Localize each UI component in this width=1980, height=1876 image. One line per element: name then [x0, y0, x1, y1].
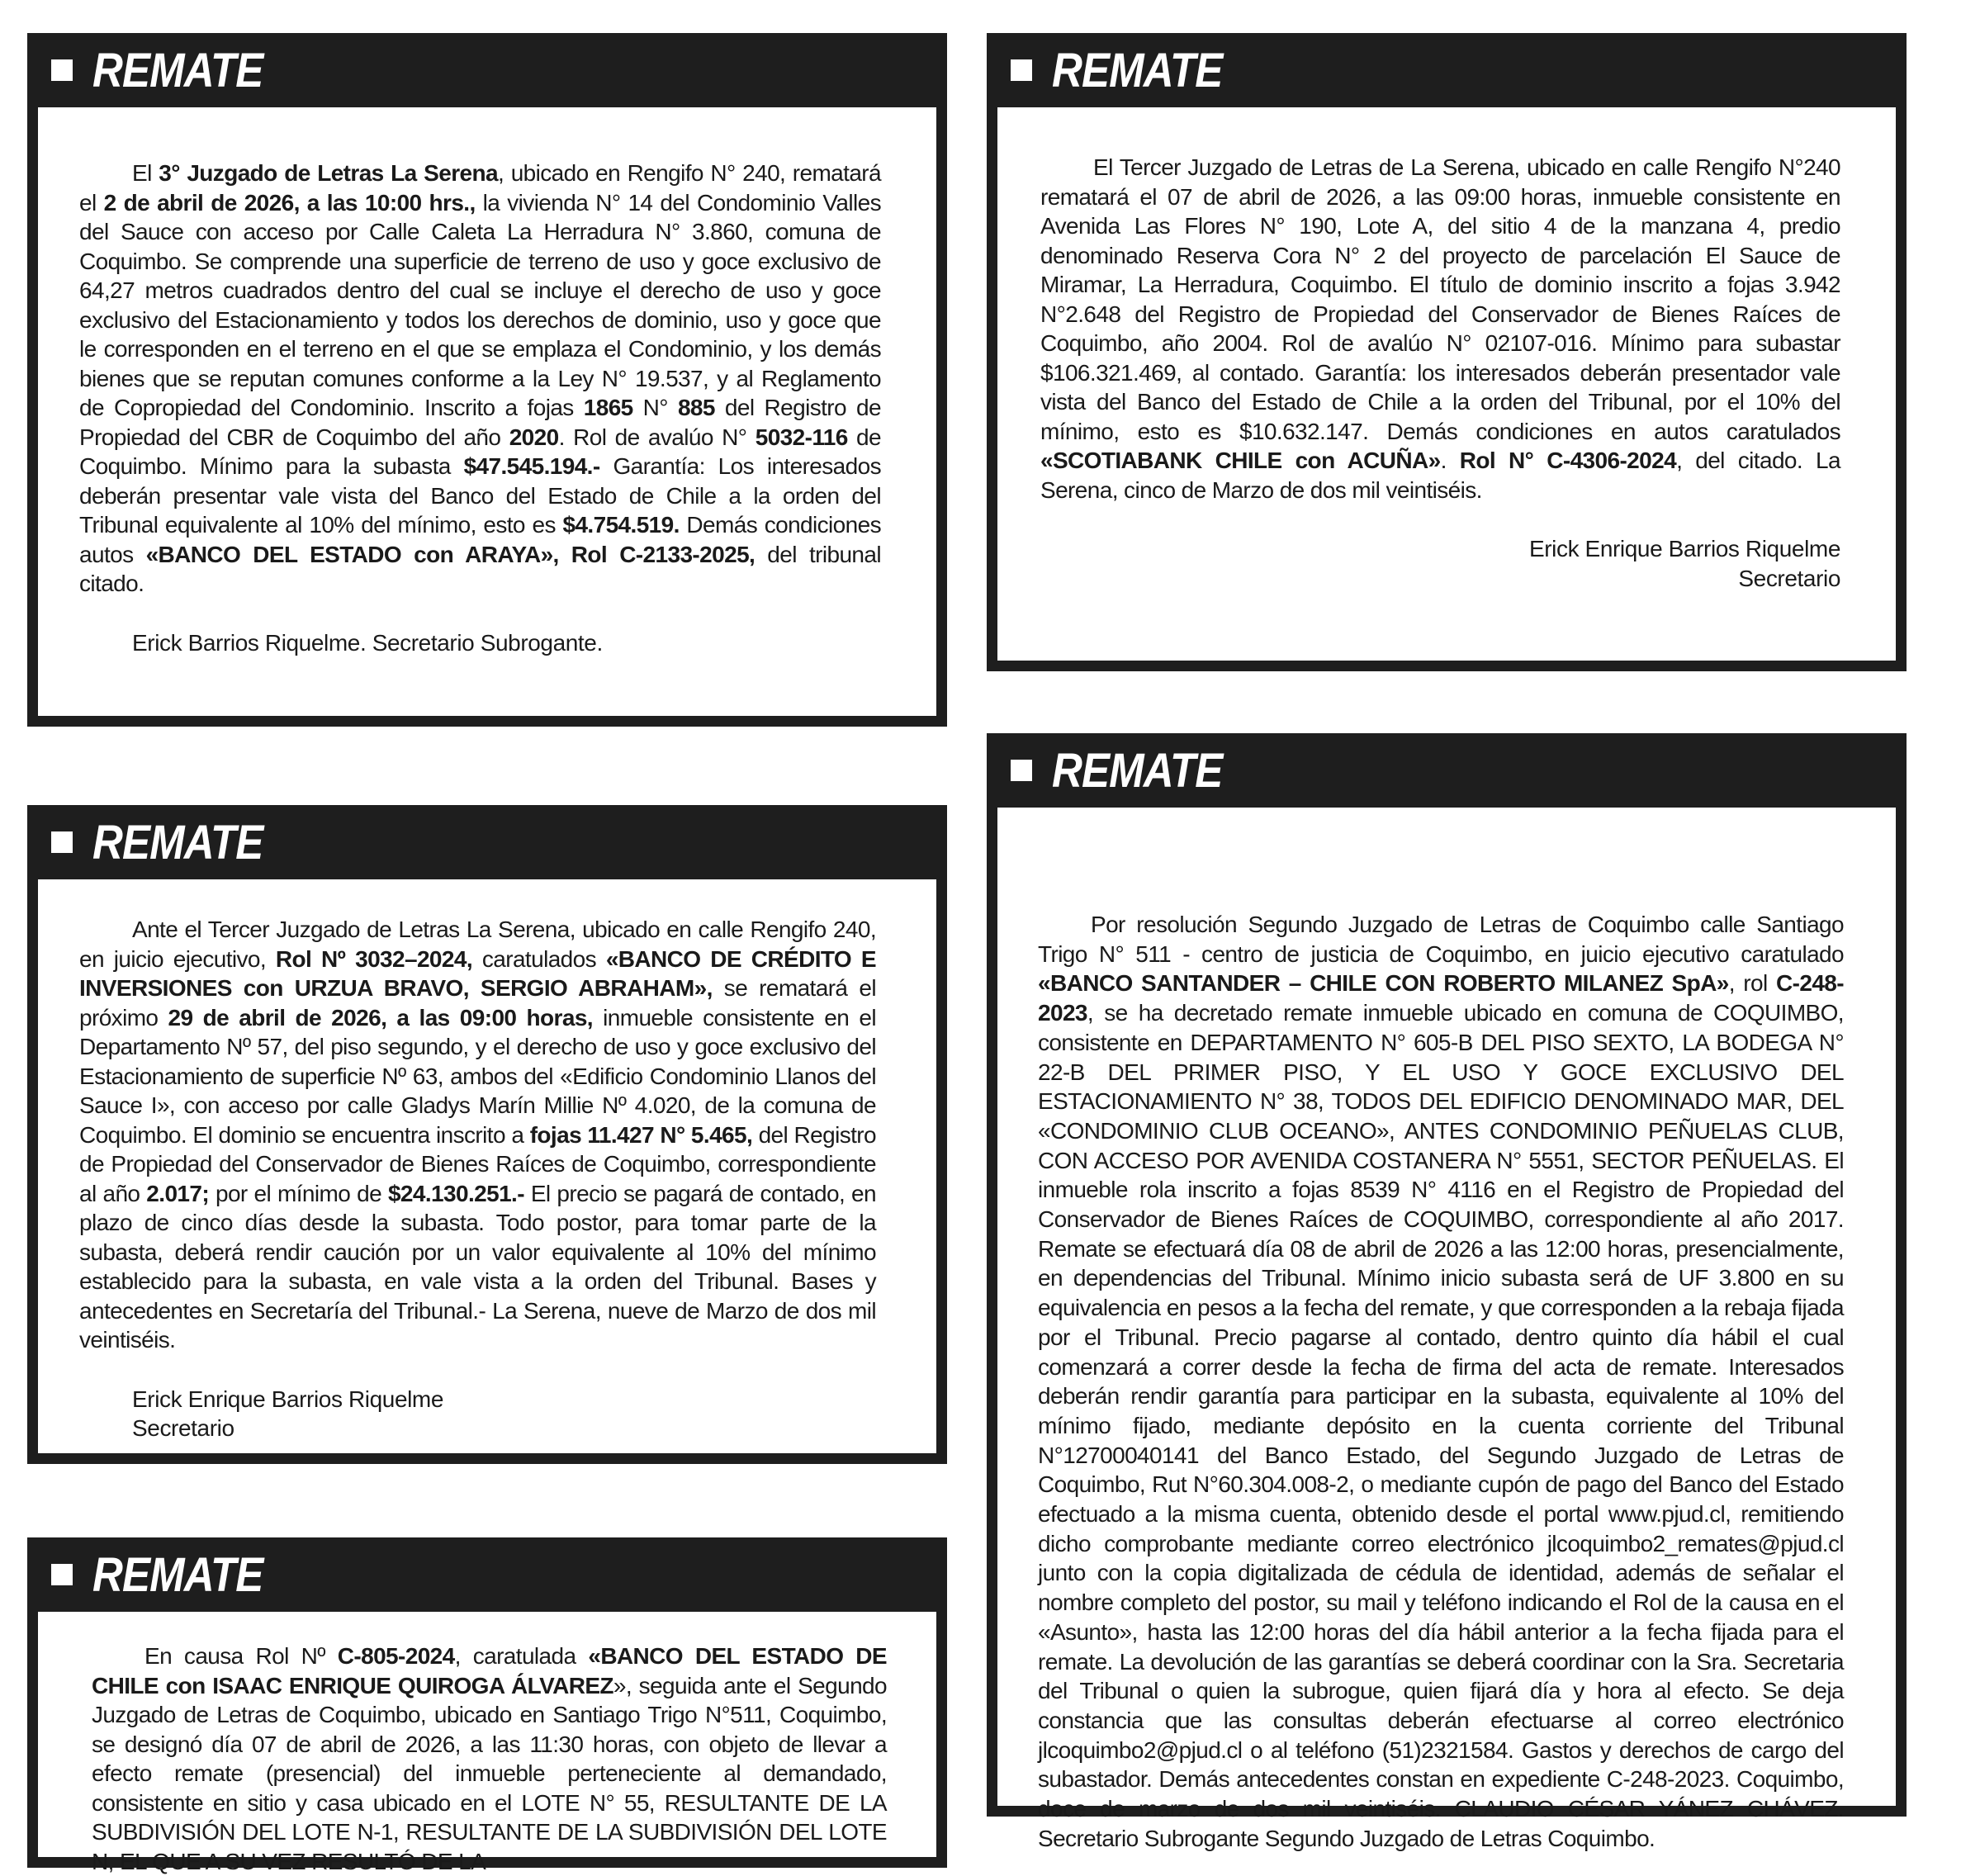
notice-1 — [27, 33, 947, 727]
notice-text-run: El precio se pagará de contado, en plazo de cinco días desde la subasta. Todo postor, para tomar parte de la subasta, deberá rendir caución por un valor equivalente al 10% del mínimo establecido para la subasta, en vale vista a la orden del Tribunal. Bases y antecedentes en Secretaría del Tribunal.- La Serena, nueve de Marzo de dos mil veintiséis. — [79, 1180, 876, 1353]
notice-text — [1038, 910, 1844, 1854]
notice-text-run: . — [1440, 448, 1460, 473]
notice-signature — [79, 1385, 876, 1443]
notice-text-run: Garantía: Los interesados deberán presentar vale vista del Banco del Estado de Chile a la orden del Tribunal equivalente al 10% del mínimo, esto es — [79, 453, 881, 538]
notice-text-run: El — [132, 160, 159, 186]
notice-title: REMATE — [1052, 743, 1223, 798]
notice-signature — [79, 628, 881, 658]
notice-text-bold: 29 de abril de 2026, a las 09:00 horas, — [168, 1004, 593, 1030]
notice-4 — [987, 733, 1907, 1851]
notice-text-run: , del citado. La Serena, cinco de Marzo de dos mil veintiséis. — [1040, 448, 1840, 503]
notice-text-bold: «BANCO DEL ESTADO DE CHILE con ISAAC ENRIQUE QUIROGA ÁLVAREZ — [92, 1643, 888, 1698]
notice-text-run: caratulados — [472, 945, 606, 972]
notice-text-run: , ubicado en Rengifo N° 240, rematará el — [79, 160, 882, 216]
square-bullet-icon — [1011, 760, 1032, 781]
notice-text-run: . Rol de avalúo N° — [558, 424, 756, 450]
notice-text-run: El Tercer Juzgado de Letras de La Serena, ubicado en calle Rengifo N°240 rematará el 07 de abril de 2026, a las 09:00 horas, inmueble consistente en Avenida Las Flores N° 190, Lote A, del sitio 4 de la manzana 4, predio denominado Reserva Cora N° 2 del proyecto de parcelación El Sauce de Miramar, La Herradura, Coquimbo. El título de dominio inscrito a fojas 3.942 N°2.648 del Registro de Propiedad del Conservador de Bienes Raíces de Coquimbo, año 2004. Rol de avalúo N° 02107-016. Mínimo para subastar $106.321.469, al contado. Garantía: los interesados deberán presentador vale vista del Banco del Estado de Chile a la orden del Tribunal, por el 10% del mínimo, esto es $10.632.147. Demás condiciones en autos caratulados — [1040, 154, 1840, 444]
notice-text-run: N° — [632, 395, 678, 420]
signature-line: Secretario — [1738, 565, 1840, 591]
notice-text-run: , se ha decretado remate inmueble ubicado en comuna de COQUIMBO, consistente en DEPARTAMENTO N° 605-B DEL PISO SEXTO, LA BODEGA N° 22-B DEL PRIMER PISO, Y EL USO Y GOCE EXCLUSIVO DEL ESTACIONAMIENTO N° 38, TODOS DEL EDIFICIO DENOMINADO MAR, DEL «CONDOMINIO CLUB OCEANO», ANTES CONDOMINIO PEÑUELAS CLUB, CON ACCESO POR AVENIDA COSTANERA N° 5551, SECTOR PEÑUELAS. El inmueble rola inscrito a fojas 8539 N° 4116 en el Registro de Propiedad del Conservador de Bienes Raíces de COQUIMBO, correspondiente al año 2017. Remate se efectuará día 08 de abril de 2026 a las 12:00 horas, presencialmente, en dependencias del Tribunal. Mínimo inicio subasta será de UF 3.800 en su equivalencia en pesos a la fecha del remate, y que corresponden a la rebaja fijada por el Tribunal. Precio pagarse al contado, dentro quinto día hábil el cual comenzará a correr desde la fecha de firma del acta de remate. Interesados deberán rendir garantía para participar en la subasta, equivalente al 10% del mínimo fijado, mediante depósito en la cuenta corriente del Tribunal N°12700040141 del Banco Estado, del Segundo Juzgado de Letras de Coquimbo, Rut N°60.304.008-2, o mediante cupón de pago del Banco del Estado efectuado a la misma cuenta, obtenido desde el portal www.pjud.cl, remitiendo dicho comprobante mediante correo electrónico jlcoquimbo2_remates@pjud.cl junto con la copia digitalizada de cédula de identidad, además de señalar el nombre completo del postor, su mail y teléfono indicando el Rol de la causa en el «Asunto», hasta las 12:00 horas del día hábil anterior a la fecha fijada para el remate. La devolución de las garantías se deberá coordinar con la Sra. Secretaria del Tribunal o quien la subrogue, quien fijará día y hora al efecto. Se deja constancia que las consultas deberán efectuarse al correo electrónico jlcoquimbo2@pjud.cl o al teléfono (51)2321584. Gastos y derechos de cargo del subastador. Demás antecedentes constan en expediente C-248-2023. Coquimbo, doce de marzo de dos mil veintiséis. CLAUDIO CÉSAR YÁNEZ CHÁVEZ. Secretario Subrogante Segundo Juzgado de Letras Coquimbo. — [1038, 1000, 1844, 1851]
notice-text-bold: «SCOTIABANK CHILE con ACUÑA» — [1040, 448, 1441, 473]
notice-body — [38, 1612, 936, 1874]
notice-text-run: de Coquimbo. Mínimo para la subasta — [79, 424, 881, 479]
notice-text-run: por el mínimo de — [209, 1180, 388, 1206]
signature-line: Erick Enrique Barrios Riquelme — [132, 1386, 444, 1412]
notice-text-run: », seguida ante el Segundo Juzgado de Letras de Coquimbo, ubicado en Santiago Trigo N°511, Coquimbo, se designó día 07 de abril de 2026, a las 11:30 horas, con objeto de llevar a efecto remate (presencial) del inmueble perteneciente al demandado, consistente en sitio y casa ubicado en el LOTE N° 55, RESULTANTE DE LA SUBDIVISIÓN DEL LOTE N-1, RESULTANTE DE LA SUBDIVISIÓN DEL LOTE N, EL QUE A SU VEZ RESULTÓ DE LA — [92, 1672, 887, 1874]
notice-text-bold: 3° Juzgado de Letras La Serena — [159, 160, 498, 186]
notice-text-bold: 2.017; — [146, 1180, 210, 1206]
signature-line: Erick Barrios Riquelme. Secretario Subrogante. — [132, 629, 603, 656]
notice-text-run: , rol — [1728, 970, 1777, 997]
notice-text-run: En causa Rol Nº — [144, 1643, 338, 1669]
notice-text-run: del tribunal citado. — [79, 541, 881, 596]
notice-text-bold: «BANCO DE CRÉDITO E INVERSIONES con URZUA BRAVO, SERGIO ABRAHAM», — [79, 945, 876, 1001]
notice-body — [997, 808, 1896, 1851]
notice-header — [38, 805, 936, 879]
notice-title: REMATE — [92, 815, 263, 869]
notice-text-run: , caratulada — [454, 1643, 589, 1669]
notice-body — [38, 107, 936, 716]
notice-header — [997, 733, 1896, 808]
notice-text-bold: $4.754.519. — [562, 512, 680, 538]
notice-title: REMATE — [1052, 43, 1223, 97]
notice-text — [92, 1642, 887, 1876]
signature-line: Secretario — [132, 1415, 234, 1441]
notice-text-bold: Rol Nº 3032–2024, — [275, 945, 473, 972]
notice-text-run: del Registro de Propiedad del Conservador de Bienes Raíces de Coquimbo, correspondiente al año — [79, 1121, 877, 1206]
notice-text-run: Ante el Tercer Juzgado de Letras La Serena, ubicado en calle Rengifo 240, en juicio ejecutivo, — [79, 917, 876, 972]
notice-text-bold: 2 de abril de 2026, a las 10:00 hrs., — [103, 189, 476, 216]
notice-header — [38, 1537, 936, 1612]
square-bullet-icon — [51, 1564, 73, 1585]
notice-text-bold: 5032-116 — [755, 424, 848, 450]
notice-text-run: Por resolución Segundo Juzgado de Letras de Coquimbo calle Santiago Trigo N° 511 - centro de justicia de Coquimbo, en juicio ejecutivo caratulado — [1038, 912, 1844, 967]
notice-text-bold: Rol N° C-4306-2024 — [1459, 448, 1677, 473]
notice-text — [79, 159, 881, 599]
notice-text — [79, 915, 876, 1355]
notice-text-bold: C-248-2023 — [1038, 970, 1845, 1026]
notice-body — [38, 879, 936, 1453]
notice-text-bold: $47.545.194.- — [463, 453, 600, 479]
notice-text — [1040, 153, 1840, 505]
notice-header — [997, 33, 1896, 107]
notice-text-bold: fojas 11.427 N° 5.465, — [529, 1121, 753, 1148]
notice-text-run: inmueble consistente en el Departamento Nº 57, del piso segundo, y el derecho de uso y goce exclusivo del Estacionamiento de superficie Nº 63, ambos del «Edificio Condominio Llanos del Sauce I», con acceso por calle Gladys Marín Millie Nº 4.020, de la comuna de Coquimbo. El dominio se encuentra inscrito a — [79, 1004, 876, 1148]
square-bullet-icon — [51, 59, 73, 81]
notice-3 — [27, 805, 947, 1464]
notice-body — [997, 107, 1896, 661]
notice-text-bold: $24.130.251.- — [387, 1180, 524, 1206]
notice-text-bold: «BANCO SANTANDER – CHILE CON ROBERTO MILANEZ SpA» — [1038, 970, 1729, 997]
notice-text-bold: «BANCO DEL ESTADO con ARAYA», Rol C-2133-2025, — [145, 541, 756, 567]
notice-title: REMATE — [92, 43, 263, 97]
notice-text-bold: 2020 — [509, 424, 559, 450]
notice-text-run: se rematará el próximo — [79, 975, 876, 1030]
notice-header — [38, 33, 936, 107]
notice-text-run: la vivienda N° 14 del Condominio Valles del Sauce con acceso por Calle Caleta La Herradura N° 3.860, comuna de Coquimbo. Se comprende una superficie de terreno de uso y goce exclusivo de 64,27 metros cuadrados dentro del cual se incluye el derecho de uso y goce exclusivo del Estacionamiento y todos los derechos de dominio, uso y goce que le corresponden en el terreno en el que se emplaza el Condominio, y los demás bienes que se reputan comunes conforme a la Ley N° 19.537, y al Reglamento de Copropiedad del Condominio. Inscrito a fojas — [79, 189, 881, 420]
notice-text-bold: 885 — [677, 395, 715, 420]
notice-title: REMATE — [92, 1547, 263, 1602]
square-bullet-icon — [1011, 59, 1032, 81]
signature-line: Erick Enrique Barrios Riquelme — [1528, 536, 1840, 561]
notice-text-bold: 1865 — [583, 395, 633, 420]
notice-signature — [1040, 534, 1840, 593]
notice-text-bold: C-805-2024 — [337, 1643, 455, 1669]
notice-text-run: del Registro de Propiedad del CBR de Coquimbo del año — [79, 395, 881, 450]
notice-text-run: Demás condiciones autos — [79, 512, 881, 567]
notice-2 — [987, 33, 1907, 671]
notice-5 — [27, 1537, 947, 1874]
square-bullet-icon — [51, 831, 73, 853]
